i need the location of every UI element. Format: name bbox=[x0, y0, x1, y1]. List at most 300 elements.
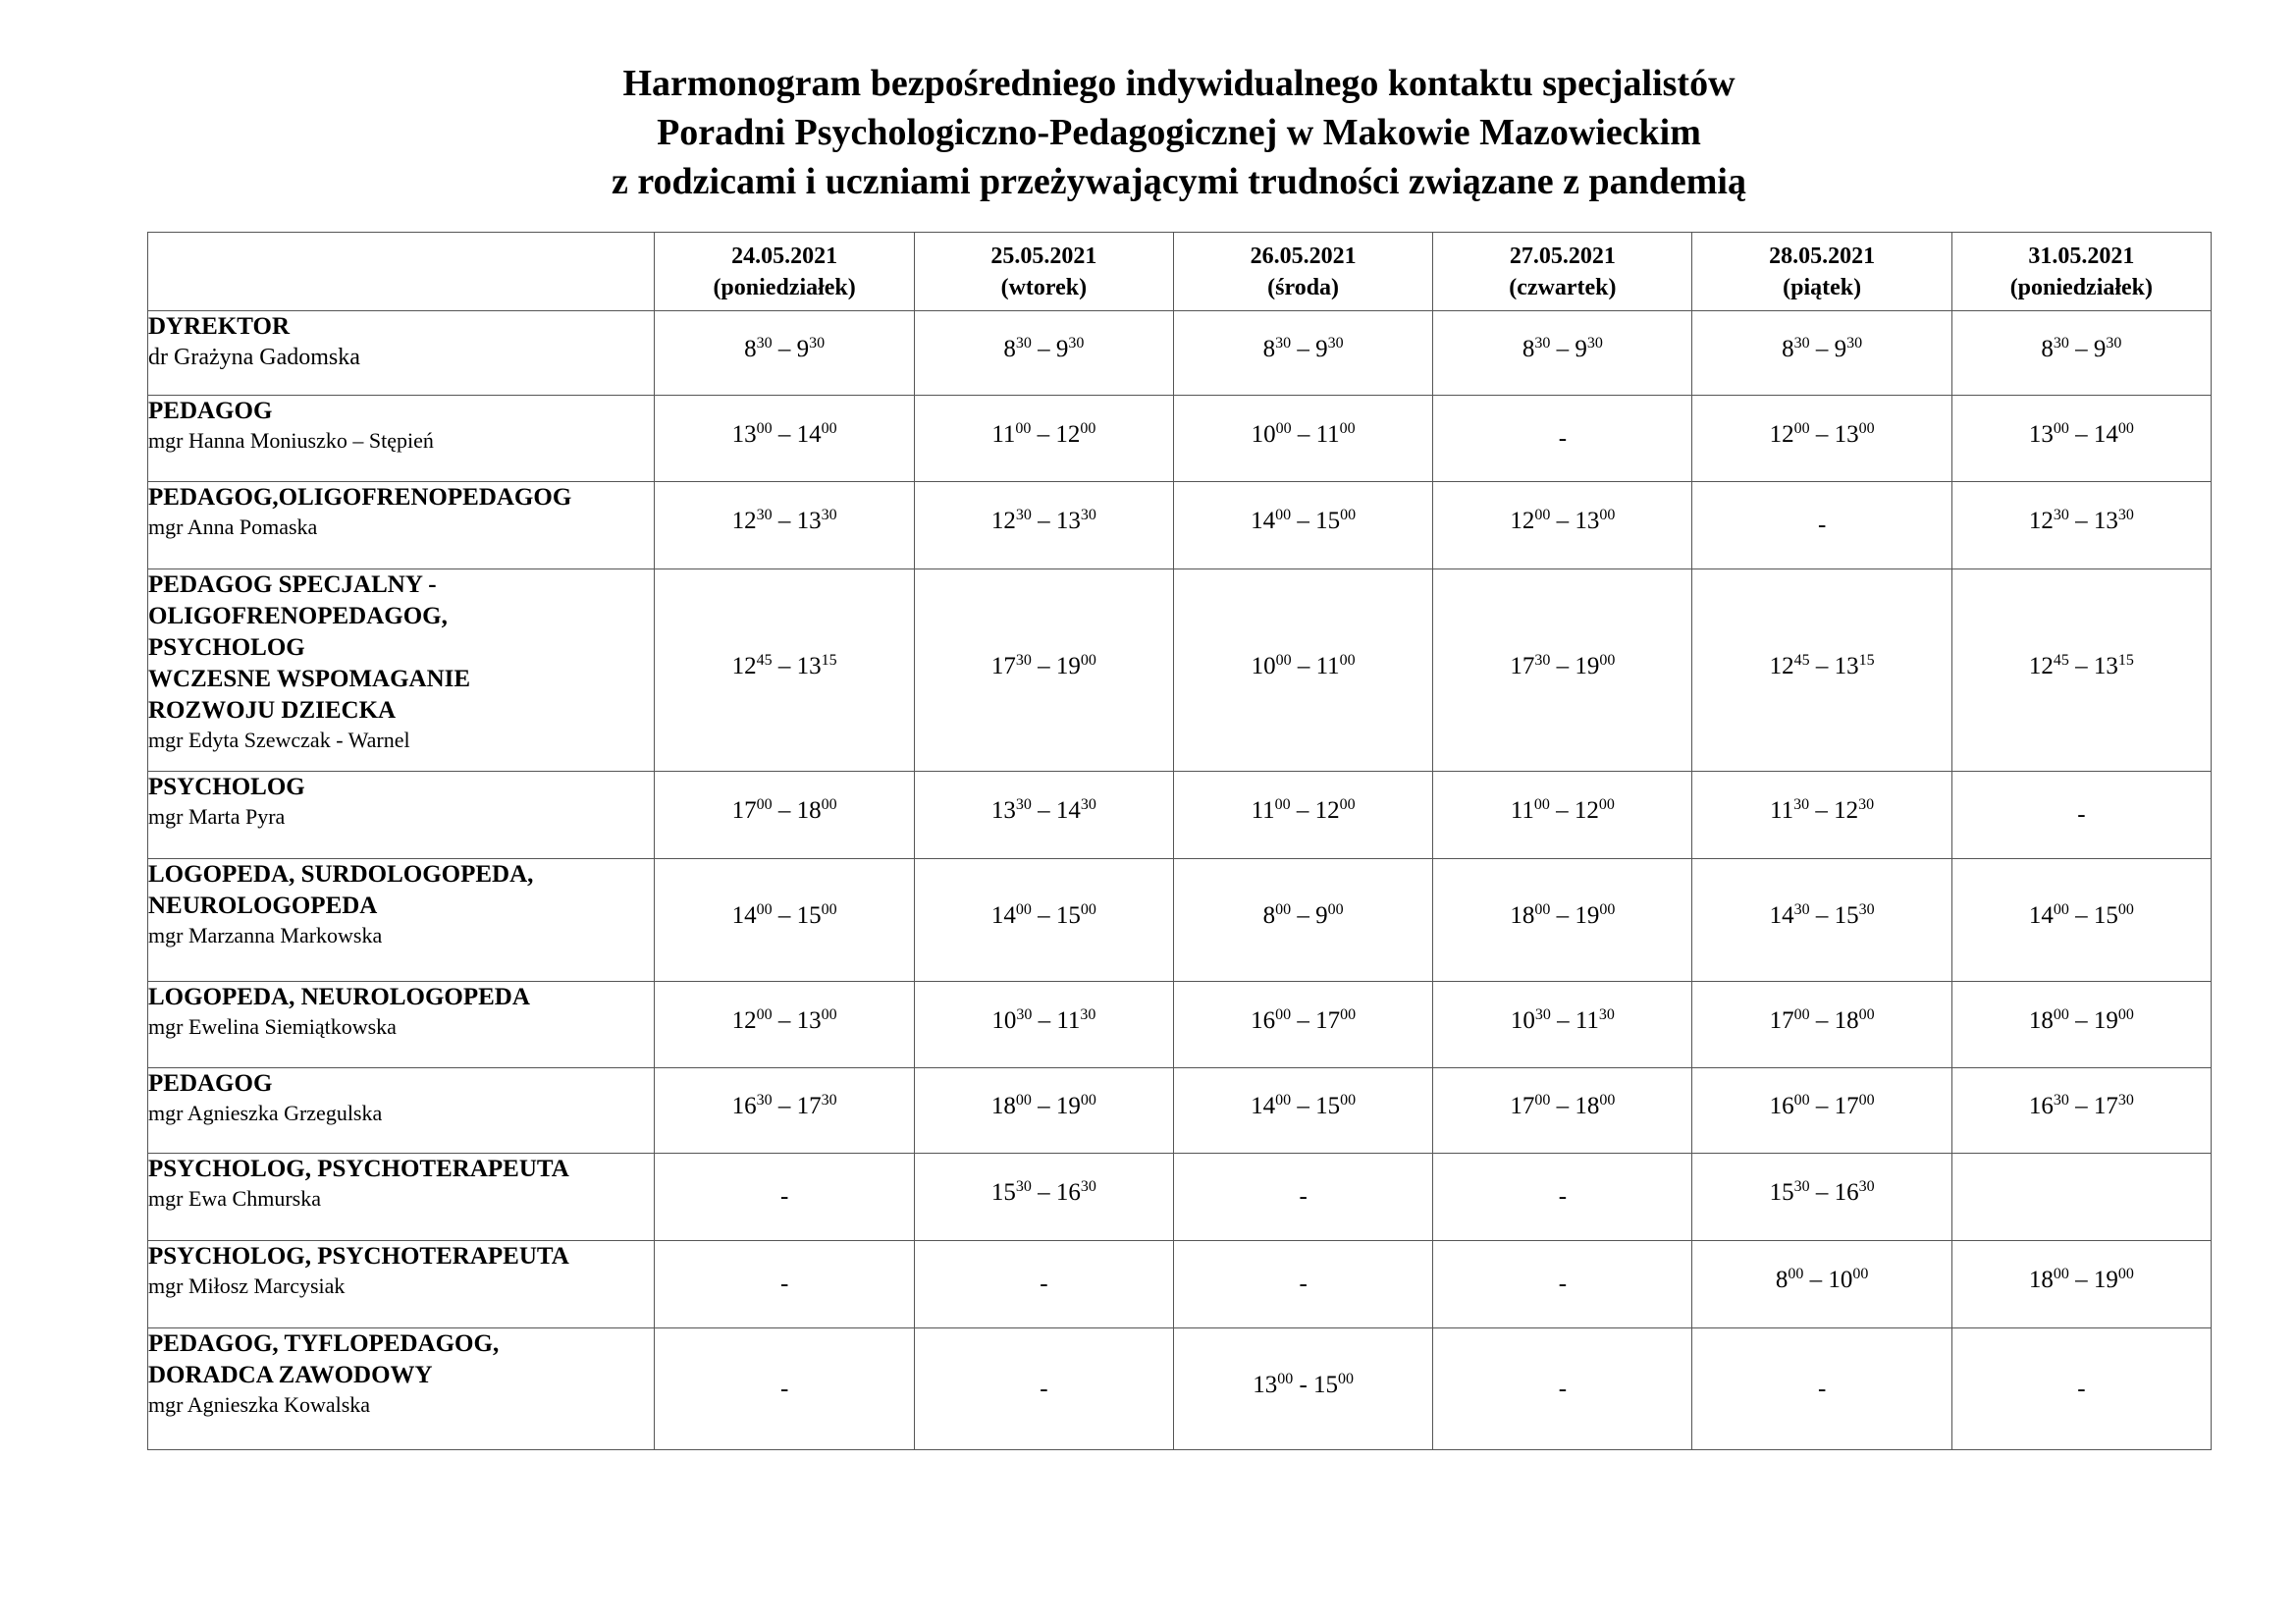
time-slot-cell bbox=[914, 569, 1173, 772]
start-hour: 13 bbox=[990, 797, 1016, 824]
start-hour: 8 bbox=[1262, 335, 1276, 362]
staff-name: mgr Marzanna Markowska bbox=[148, 923, 383, 947]
range-separator: – bbox=[2068, 902, 2094, 929]
staff-cell bbox=[148, 1241, 655, 1328]
start-minute: 00 bbox=[1534, 901, 1551, 919]
role-title: PSYCHOLOG, PSYCHOTERAPEUTA bbox=[148, 1156, 569, 1182]
start-hour: 8 bbox=[1262, 902, 1276, 929]
start-minute: 00 bbox=[1275, 419, 1292, 437]
time-range bbox=[1510, 901, 1615, 931]
start-minute: 00 bbox=[2053, 1005, 2069, 1023]
time-slot-cell bbox=[1433, 772, 1692, 859]
role-title: NEUROLOGOPEDA bbox=[148, 893, 378, 919]
range-separator: – bbox=[772, 420, 797, 448]
end-hour: 9 bbox=[1834, 335, 1847, 362]
time-slot-cell bbox=[914, 982, 1173, 1068]
role-title: WCZESNE WSPOMAGANIE bbox=[148, 666, 471, 692]
time-range bbox=[1252, 420, 1356, 450]
range-separator: – bbox=[1550, 335, 1575, 362]
end-hour: 11 bbox=[1315, 652, 1340, 679]
start-minute: 30 bbox=[756, 334, 773, 352]
start-hour: 17 bbox=[731, 797, 757, 824]
start-minute: 30 bbox=[1016, 1005, 1033, 1023]
start-minute: 00 bbox=[756, 796, 773, 814]
start-hour: 12 bbox=[2028, 508, 2054, 534]
range-separator: – bbox=[1809, 335, 1835, 362]
range-separator: – bbox=[1031, 797, 1056, 824]
time-range bbox=[732, 796, 837, 826]
time-slot-cell bbox=[655, 396, 914, 482]
start-minute: 00 bbox=[1275, 651, 1292, 669]
range-separator: – bbox=[2068, 652, 2094, 679]
time-range bbox=[1770, 1006, 1875, 1036]
time-slot-cell bbox=[1951, 859, 2211, 982]
range-separator: – bbox=[1291, 652, 1316, 679]
start-minute: 30 bbox=[1015, 1178, 1032, 1196]
time-range bbox=[1522, 335, 1603, 364]
time-slot-cell bbox=[1951, 569, 2211, 772]
time-range bbox=[1510, 507, 1615, 536]
end-hour: 15 bbox=[796, 902, 822, 929]
start-minute: 00 bbox=[1275, 507, 1292, 524]
range-separator: – bbox=[1291, 508, 1316, 534]
start-hour: 17 bbox=[990, 652, 1016, 679]
end-hour: 13 bbox=[2093, 652, 2118, 679]
staff-name: mgr Ewa Chmurska bbox=[148, 1186, 321, 1211]
start-minute: 00 bbox=[756, 419, 773, 437]
time-range bbox=[1253, 1371, 1354, 1400]
day-header-5 bbox=[1951, 233, 2211, 311]
role-title: PSYCHOLOG, PSYCHOTERAPEUTA bbox=[148, 1243, 569, 1270]
end-hour: 12 bbox=[1314, 797, 1340, 824]
end-minute: 00 bbox=[2117, 1005, 2134, 1023]
time-slot-cell bbox=[1951, 982, 2211, 1068]
no-hours-mark: - bbox=[1558, 1183, 1568, 1210]
schedule-table bbox=[147, 232, 2212, 1450]
start-minute: 30 bbox=[1015, 507, 1032, 524]
time-slot-cell bbox=[1951, 1241, 2211, 1328]
role-title: PEDAGOG bbox=[148, 398, 273, 424]
end-minute: 30 bbox=[1080, 507, 1096, 524]
staff-cell bbox=[148, 482, 655, 569]
end-hour: 15 bbox=[2093, 902, 2118, 929]
time-range bbox=[991, 796, 1096, 826]
time-range bbox=[991, 1006, 1095, 1036]
start-minute: 30 bbox=[2053, 507, 2069, 524]
time-slot-cell bbox=[1951, 1068, 2211, 1154]
start-hour: 12 bbox=[731, 508, 757, 534]
end-minute: 00 bbox=[2117, 419, 2134, 437]
end-hour: 19 bbox=[1575, 902, 1600, 929]
range-separator: – bbox=[2068, 1093, 2094, 1119]
end-minute: 00 bbox=[821, 1005, 837, 1023]
time-slot-cell bbox=[1951, 1154, 2211, 1241]
range-separator: – bbox=[1803, 1267, 1829, 1293]
staff-row bbox=[148, 772, 2212, 859]
time-slot-cell bbox=[655, 1328, 914, 1450]
range-separator: – bbox=[1809, 797, 1835, 824]
range-separator: – bbox=[1031, 420, 1056, 448]
start-minute: 45 bbox=[756, 651, 773, 669]
range-separator: – bbox=[1809, 1006, 1835, 1034]
no-hours-mark: - bbox=[1558, 1271, 1568, 1297]
time-slot-cell bbox=[914, 311, 1173, 396]
role-title: LOGOPEDA, SURDOLOGOPEDA, bbox=[148, 861, 534, 888]
end-minute: 30 bbox=[821, 507, 837, 524]
time-range bbox=[1252, 652, 1356, 681]
time-range bbox=[1252, 796, 1356, 826]
start-minute: 00 bbox=[1793, 1092, 1810, 1110]
start-hour: 11 bbox=[1770, 797, 1794, 824]
time-range bbox=[1770, 1092, 1875, 1121]
time-slot-cell bbox=[1692, 1328, 1951, 1450]
end-hour: 11 bbox=[1056, 1006, 1081, 1034]
end-minute: 00 bbox=[1852, 1266, 1869, 1283]
range-separator: – bbox=[1550, 1093, 1575, 1119]
end-minute: 00 bbox=[1327, 901, 1344, 919]
range-separator: – bbox=[1031, 902, 1056, 929]
end-hour: 9 bbox=[2093, 335, 2107, 362]
range-separator: – bbox=[1291, 420, 1316, 448]
end-hour: 13 bbox=[796, 652, 822, 679]
end-minute: 30 bbox=[1327, 334, 1344, 352]
staff-row bbox=[148, 982, 2212, 1068]
time-range bbox=[732, 507, 837, 536]
end-hour: 12 bbox=[1834, 797, 1859, 824]
time-range bbox=[1511, 1006, 1615, 1036]
day-header-4 bbox=[1692, 233, 1951, 311]
staff-name: mgr Ewelina Siemiątkowska bbox=[148, 1014, 397, 1039]
start-minute: 30 bbox=[2053, 1092, 2069, 1110]
end-hour: 9 bbox=[1055, 335, 1069, 362]
staff-cell bbox=[148, 982, 655, 1068]
staff-name: mgr Agnieszka Kowalska bbox=[148, 1392, 371, 1417]
start-hour: 16 bbox=[2028, 1093, 2054, 1119]
start-hour: 8 bbox=[1003, 335, 1016, 362]
start-hour: 14 bbox=[1251, 508, 1276, 534]
role-title: PSYCHOLOG bbox=[148, 634, 305, 661]
time-slot-cell bbox=[1692, 982, 1951, 1068]
end-minute: 30 bbox=[1598, 1005, 1615, 1023]
time-range bbox=[2029, 901, 2134, 931]
range-separator: – bbox=[1291, 1093, 1316, 1119]
start-hour: 10 bbox=[991, 1006, 1017, 1034]
header-corner-cell bbox=[148, 233, 655, 311]
time-slot-cell bbox=[1433, 1068, 1692, 1154]
range-separator: – bbox=[2068, 420, 2094, 448]
staff-name: mgr Marta Pyra bbox=[148, 804, 286, 829]
end-hour: 14 bbox=[2093, 420, 2118, 448]
start-minute: 45 bbox=[2053, 651, 2069, 669]
range-separator: – bbox=[772, 508, 797, 534]
staff-row bbox=[148, 1154, 2212, 1241]
time-slot-cell bbox=[1173, 311, 1432, 396]
start-hour: 17 bbox=[1510, 652, 1535, 679]
start-minute: 30 bbox=[756, 1092, 773, 1110]
start-minute: 00 bbox=[756, 1005, 773, 1023]
range-separator: – bbox=[772, 335, 797, 362]
end-hour: 13 bbox=[1575, 508, 1600, 534]
end-minute: 00 bbox=[821, 419, 837, 437]
day-header-2 bbox=[1173, 233, 1432, 311]
time-range bbox=[991, 420, 1095, 450]
end-hour: 9 bbox=[1315, 902, 1328, 929]
end-hour: 14 bbox=[796, 420, 822, 448]
time-slot-cell bbox=[1433, 482, 1692, 569]
time-range bbox=[732, 901, 837, 931]
role-title: ROZWOJU DZIECKA bbox=[148, 697, 397, 724]
time-range bbox=[2029, 652, 2134, 681]
no-hours-mark: - bbox=[779, 1271, 789, 1297]
role-title: DYREKTOR bbox=[148, 313, 291, 340]
time-slot-cell bbox=[1433, 1154, 1692, 1241]
end-hour: 18 bbox=[1834, 1006, 1859, 1034]
end-minute: 00 bbox=[1080, 1092, 1096, 1110]
start-hour: 15 bbox=[990, 1179, 1016, 1206]
staff-cell bbox=[148, 569, 655, 772]
start-minute: 00 bbox=[1277, 1370, 1294, 1387]
time-slot-cell bbox=[914, 1154, 1173, 1241]
start-hour: 8 bbox=[744, 335, 757, 362]
start-hour: 13 bbox=[1253, 1371, 1278, 1398]
time-slot-cell bbox=[1433, 1241, 1692, 1328]
end-minute: 30 bbox=[1858, 1178, 1875, 1196]
staff-cell bbox=[148, 311, 655, 396]
range-separator: – bbox=[1031, 508, 1056, 534]
staff-name: mgr Miłosz Marcysiak bbox=[148, 1273, 346, 1298]
end-hour: 15 bbox=[1834, 902, 1859, 929]
start-minute: 30 bbox=[1015, 334, 1032, 352]
time-slot-cell bbox=[655, 1068, 914, 1154]
start-hour: 14 bbox=[1251, 1093, 1276, 1119]
start-hour: 13 bbox=[2028, 420, 2054, 448]
end-hour: 16 bbox=[1055, 1179, 1081, 1206]
no-hours-mark: - bbox=[1558, 424, 1568, 452]
range-separator: – bbox=[1031, 1179, 1056, 1206]
time-range bbox=[1263, 901, 1344, 931]
time-range bbox=[1776, 1266, 1869, 1295]
start-hour: 18 bbox=[990, 1093, 1016, 1119]
end-hour: 17 bbox=[796, 1093, 822, 1119]
end-minute: 30 bbox=[1080, 1005, 1096, 1023]
end-hour: 13 bbox=[796, 1006, 822, 1034]
range-separator: – bbox=[1809, 652, 1835, 679]
start-minute: 30 bbox=[1015, 651, 1032, 669]
end-hour: 9 bbox=[1575, 335, 1587, 362]
time-slot-cell bbox=[1433, 311, 1692, 396]
time-range bbox=[1770, 1178, 1875, 1208]
end-minute: 00 bbox=[1858, 1005, 1875, 1023]
time-slot-cell bbox=[1173, 396, 1432, 482]
staff-row bbox=[148, 859, 2212, 982]
document-title bbox=[147, 59, 2211, 206]
end-hour: 17 bbox=[2093, 1093, 2118, 1119]
start-hour: 12 bbox=[731, 652, 757, 679]
start-hour: 8 bbox=[1775, 1267, 1789, 1293]
header-row bbox=[148, 233, 2212, 311]
range-separator: – bbox=[2068, 335, 2094, 362]
range-separator: – bbox=[772, 902, 797, 929]
time-range bbox=[2029, 420, 2134, 450]
end-minute: 00 bbox=[1080, 651, 1096, 669]
time-slot-cell bbox=[1173, 772, 1432, 859]
range-separator: - bbox=[1293, 1371, 1314, 1398]
range-separator: – bbox=[1291, 335, 1316, 362]
time-range bbox=[1251, 1092, 1356, 1121]
time-slot-cell bbox=[1951, 396, 2211, 482]
range-separator: – bbox=[2068, 508, 2094, 534]
start-minute: 00 bbox=[1533, 796, 1550, 814]
no-hours-mark: - bbox=[1817, 1375, 1827, 1402]
end-hour: 14 bbox=[1055, 797, 1081, 824]
end-minute: 00 bbox=[1339, 796, 1356, 814]
time-range bbox=[1251, 1006, 1356, 1036]
time-slot-cell bbox=[914, 482, 1173, 569]
time-slot-cell bbox=[1692, 1068, 1951, 1154]
role-title: LOGOPEDA, NEUROLOGOPEDA bbox=[148, 984, 530, 1010]
time-slot-cell bbox=[1692, 311, 1951, 396]
time-slot-cell bbox=[1173, 1068, 1432, 1154]
day-name: (poniedziałek) bbox=[713, 274, 856, 300]
start-hour: 8 bbox=[1782, 335, 1794, 362]
title-line-3: z rodzicami i uczniami przeżywającymi trudności związane z pandemią bbox=[612, 161, 1746, 202]
start-minute: 00 bbox=[1534, 1092, 1551, 1110]
time-slot-cell bbox=[914, 859, 1173, 982]
start-hour: 16 bbox=[1251, 1006, 1276, 1034]
start-minute: 00 bbox=[1275, 1092, 1292, 1110]
start-minute: 00 bbox=[2053, 901, 2069, 919]
start-hour: 10 bbox=[1510, 1006, 1535, 1034]
end-minute: 00 bbox=[1339, 419, 1356, 437]
start-hour: 14 bbox=[990, 902, 1016, 929]
end-minute: 30 bbox=[1846, 334, 1863, 352]
staff-cell bbox=[148, 396, 655, 482]
range-separator: – bbox=[1549, 797, 1575, 824]
end-hour: 13 bbox=[796, 508, 822, 534]
time-slot-cell bbox=[1692, 482, 1951, 569]
staff-row bbox=[148, 1068, 2212, 1154]
time-range bbox=[1003, 335, 1084, 364]
time-slot-cell bbox=[1692, 1241, 1951, 1328]
time-range bbox=[744, 335, 825, 364]
end-minute: 30 bbox=[2106, 334, 2122, 352]
end-minute: 30 bbox=[1858, 901, 1875, 919]
day-header-0 bbox=[655, 233, 914, 311]
start-minute: 00 bbox=[1015, 901, 1032, 919]
range-separator: – bbox=[1291, 902, 1316, 929]
end-minute: 00 bbox=[2117, 1266, 2134, 1283]
end-hour: 19 bbox=[1575, 652, 1600, 679]
range-separator: – bbox=[1032, 1006, 1057, 1034]
range-separator: – bbox=[1550, 902, 1575, 929]
start-hour: 12 bbox=[1769, 652, 1794, 679]
role-title: PEDAGOG,OLIGOFRENOPEDAGOG bbox=[148, 484, 572, 511]
start-minute: 00 bbox=[2053, 1266, 2069, 1283]
range-separator: – bbox=[772, 1093, 797, 1119]
end-hour: 19 bbox=[1055, 652, 1081, 679]
end-minute: 00 bbox=[1338, 1370, 1355, 1387]
time-range bbox=[991, 901, 1096, 931]
start-minute: 00 bbox=[1275, 1005, 1292, 1023]
staff-cell bbox=[148, 772, 655, 859]
time-slot-cell bbox=[1433, 569, 1692, 772]
range-separator: – bbox=[772, 1006, 797, 1034]
start-minute: 00 bbox=[2053, 419, 2069, 437]
start-hour: 12 bbox=[731, 1006, 757, 1034]
time-range bbox=[732, 1006, 837, 1036]
time-range bbox=[1511, 796, 1615, 826]
time-range bbox=[1770, 901, 1875, 931]
no-hours-mark: - bbox=[1299, 1271, 1308, 1297]
role-title: PSYCHOLOG bbox=[148, 774, 305, 800]
time-range bbox=[1770, 796, 1874, 826]
time-slot-cell bbox=[1173, 569, 1432, 772]
no-hours-mark: - bbox=[1558, 1375, 1568, 1402]
range-separator: – bbox=[1550, 1006, 1575, 1034]
start-hour: 17 bbox=[1510, 1093, 1535, 1119]
time-range bbox=[1263, 335, 1344, 364]
start-hour: 12 bbox=[1510, 508, 1535, 534]
end-minute: 00 bbox=[1858, 419, 1875, 437]
start-hour: 13 bbox=[731, 420, 757, 448]
end-hour: 18 bbox=[1575, 1093, 1600, 1119]
time-range bbox=[1251, 507, 1356, 536]
time-slot-cell bbox=[655, 1154, 914, 1241]
time-slot-cell bbox=[1951, 311, 2211, 396]
time-slot-cell bbox=[1173, 982, 1432, 1068]
range-separator: – bbox=[1031, 1093, 1056, 1119]
staff-name: dr Grażyna Gadomska bbox=[148, 345, 360, 370]
time-slot-cell bbox=[914, 1068, 1173, 1154]
time-slot-cell bbox=[655, 311, 914, 396]
end-minute: 00 bbox=[1858, 1092, 1875, 1110]
start-hour: 14 bbox=[1769, 902, 1794, 929]
staff-row bbox=[148, 311, 2212, 396]
start-hour: 16 bbox=[731, 1093, 757, 1119]
range-separator: – bbox=[772, 797, 797, 824]
staff-cell bbox=[148, 1328, 655, 1450]
start-minute: 30 bbox=[1015, 796, 1032, 814]
start-minute: 00 bbox=[1275, 901, 1292, 919]
time-slot-cell bbox=[1692, 1154, 1951, 1241]
start-minute: 30 bbox=[1275, 334, 1292, 352]
start-minute: 30 bbox=[1793, 901, 1810, 919]
no-hours-mark: - bbox=[1040, 1271, 1048, 1297]
end-minute: 00 bbox=[1599, 1092, 1616, 1110]
time-slot-cell bbox=[655, 482, 914, 569]
time-range bbox=[1782, 335, 1862, 364]
time-slot-cell bbox=[655, 982, 914, 1068]
range-separator: – bbox=[1290, 797, 1315, 824]
no-hours-mark: - bbox=[1040, 1375, 1048, 1402]
end-hour: 9 bbox=[796, 335, 810, 362]
end-minute: 00 bbox=[1599, 901, 1616, 919]
role-title: DORADCA ZAWODOWY bbox=[148, 1362, 433, 1388]
staff-row bbox=[148, 569, 2212, 772]
end-hour: 19 bbox=[2093, 1006, 2118, 1034]
day-date: 28.05.2021 bbox=[1769, 243, 1876, 269]
range-separator: – bbox=[1291, 1006, 1316, 1034]
end-hour: 17 bbox=[1834, 1093, 1859, 1119]
time-slot-cell bbox=[1692, 396, 1951, 482]
start-hour: 8 bbox=[1522, 335, 1535, 362]
end-minute: 00 bbox=[1080, 901, 1096, 919]
start-minute: 30 bbox=[2053, 334, 2069, 352]
end-minute: 30 bbox=[1080, 1178, 1096, 1196]
end-minute: 00 bbox=[1339, 651, 1356, 669]
end-hour: 10 bbox=[1828, 1267, 1853, 1293]
time-slot-cell bbox=[1692, 772, 1951, 859]
